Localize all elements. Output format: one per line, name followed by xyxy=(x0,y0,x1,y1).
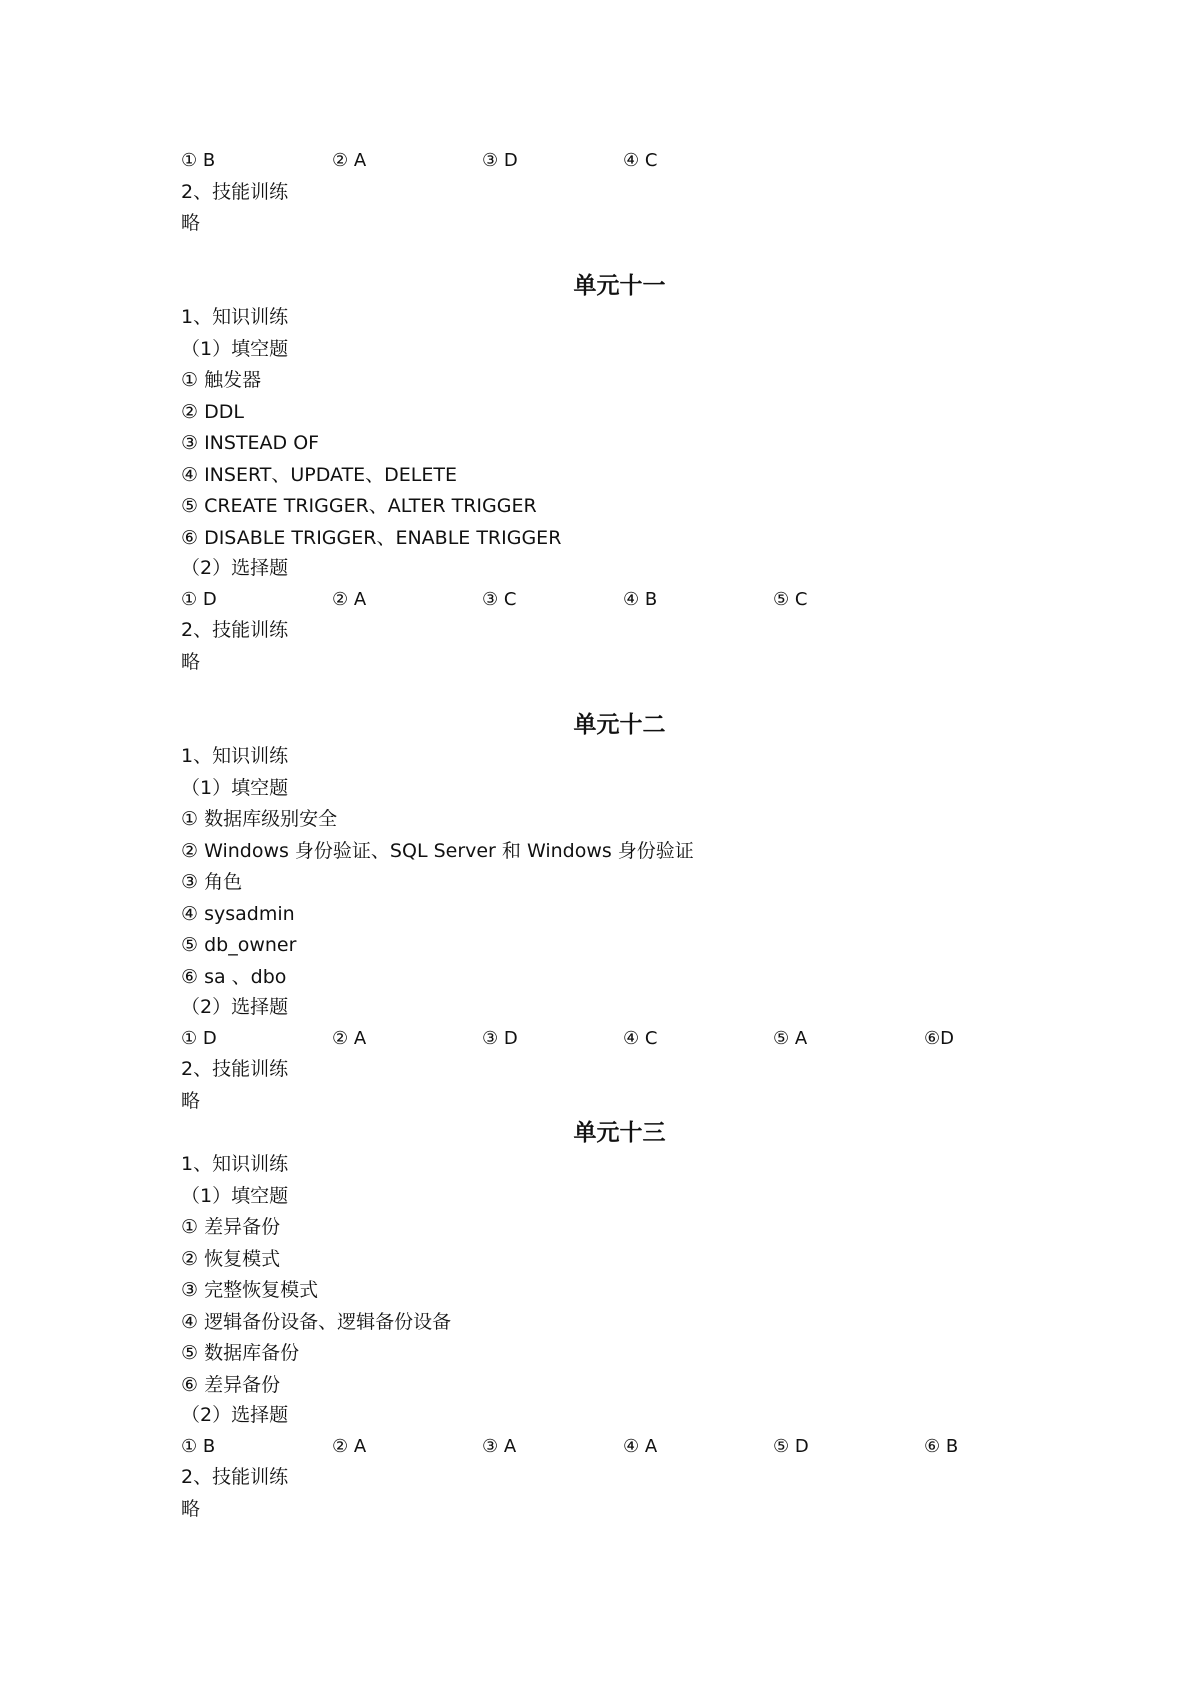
choice-answer: ④ C xyxy=(623,1028,658,1049)
fill-in-answer: ⑤ 数据库备份 xyxy=(181,1342,300,1364)
choice-answer: ② A xyxy=(332,1028,367,1049)
knowledge-training-label: 1、知识训练 xyxy=(181,1153,289,1175)
choice-answer: ⑥ B xyxy=(924,1436,959,1457)
skill-training-answer: 略 xyxy=(181,212,201,234)
choice-answer: ④ C xyxy=(623,150,658,171)
skill-training-label: 2、技能训练 xyxy=(181,1466,289,1488)
choice-answer: ⑥D xyxy=(924,1028,954,1049)
fill-in-answer: ③ 完整恢复模式 xyxy=(181,1279,319,1301)
choice-label: （2）选择题 xyxy=(181,557,289,579)
fill-in-answer: ② 恢复模式 xyxy=(181,1248,281,1270)
knowledge-training-label: 1、知识训练 xyxy=(181,306,289,328)
skill-training-label: 2、技能训练 xyxy=(181,1058,289,1080)
fill-in-label: （1）填空题 xyxy=(181,338,289,360)
skill-training-label: 2、技能训练 xyxy=(181,181,289,203)
fill-in-answer: ② DDL xyxy=(181,401,244,423)
choice-answer: ② A xyxy=(332,150,367,171)
fill-in-answer: ① 差异备份 xyxy=(181,1216,281,1238)
choice-label: （2）选择题 xyxy=(181,1404,289,1426)
choice-answer: ③ D xyxy=(482,1028,518,1049)
fill-in-answer: ③ 角色 xyxy=(181,871,243,893)
fill-in-answer: ③ INSTEAD OF xyxy=(181,432,320,454)
choice-answer: ① B xyxy=(181,1436,216,1457)
unit-title: 单元十二 xyxy=(573,711,666,738)
fill-in-answer: ⑤ CREATE TRIGGER、ALTER TRIGGER xyxy=(181,495,537,517)
fill-in-answer: ① 触发器 xyxy=(181,369,262,391)
fill-in-answer: ⑥ DISABLE TRIGGER、ENABLE TRIGGER xyxy=(181,527,562,549)
choice-answer: ⑤ D xyxy=(773,1436,809,1457)
fill-in-answer: ④ 逻辑备份设备、逻辑备份设备 xyxy=(181,1311,452,1333)
choice-label: （2）选择题 xyxy=(181,996,289,1018)
fill-in-answer: ⑥ sa 、dbo xyxy=(181,966,287,988)
choice-answer: ① D xyxy=(181,1028,217,1049)
knowledge-training-label: 1、知识训练 xyxy=(181,745,289,767)
choice-answer: ① B xyxy=(181,150,216,171)
choice-answer: ① D xyxy=(181,589,217,610)
choice-answer: ④ B xyxy=(623,589,658,610)
fill-in-answer: ① 数据库级别安全 xyxy=(181,808,338,830)
choice-answer: ⑤ C xyxy=(773,589,808,610)
choice-answer: ② A xyxy=(332,589,367,610)
fill-in-answer: ⑥ 差异备份 xyxy=(181,1374,281,1396)
choice-answer: ③ A xyxy=(482,1436,517,1457)
fill-in-label: （1）填空题 xyxy=(181,1185,289,1207)
fill-in-answer: ② Windows 身份验证、SQL Server 和 Windows 身份验证 xyxy=(181,840,694,862)
skill-training-answer: 略 xyxy=(181,651,201,673)
fill-in-answer: ④ INSERT、UPDATE、DELETE xyxy=(181,464,458,486)
choice-answer: ② A xyxy=(332,1436,367,1457)
fill-in-answer: ⑤ db_owner xyxy=(181,934,297,956)
skill-training-label: 2、技能训练 xyxy=(181,619,289,641)
unit-title: 单元十一 xyxy=(573,272,666,299)
choice-answer: ④ A xyxy=(623,1436,658,1457)
choice-answer: ③ C xyxy=(482,589,517,610)
unit-title: 单元十三 xyxy=(573,1119,666,1146)
choice-answer: ⑤ A xyxy=(773,1028,808,1049)
fill-in-answer: ④ sysadmin xyxy=(181,903,295,925)
skill-training-answer: 略 xyxy=(181,1498,201,1520)
choice-answer: ③ D xyxy=(482,150,518,171)
fill-in-label: （1）填空题 xyxy=(181,777,289,799)
skill-training-answer: 略 xyxy=(181,1090,201,1112)
